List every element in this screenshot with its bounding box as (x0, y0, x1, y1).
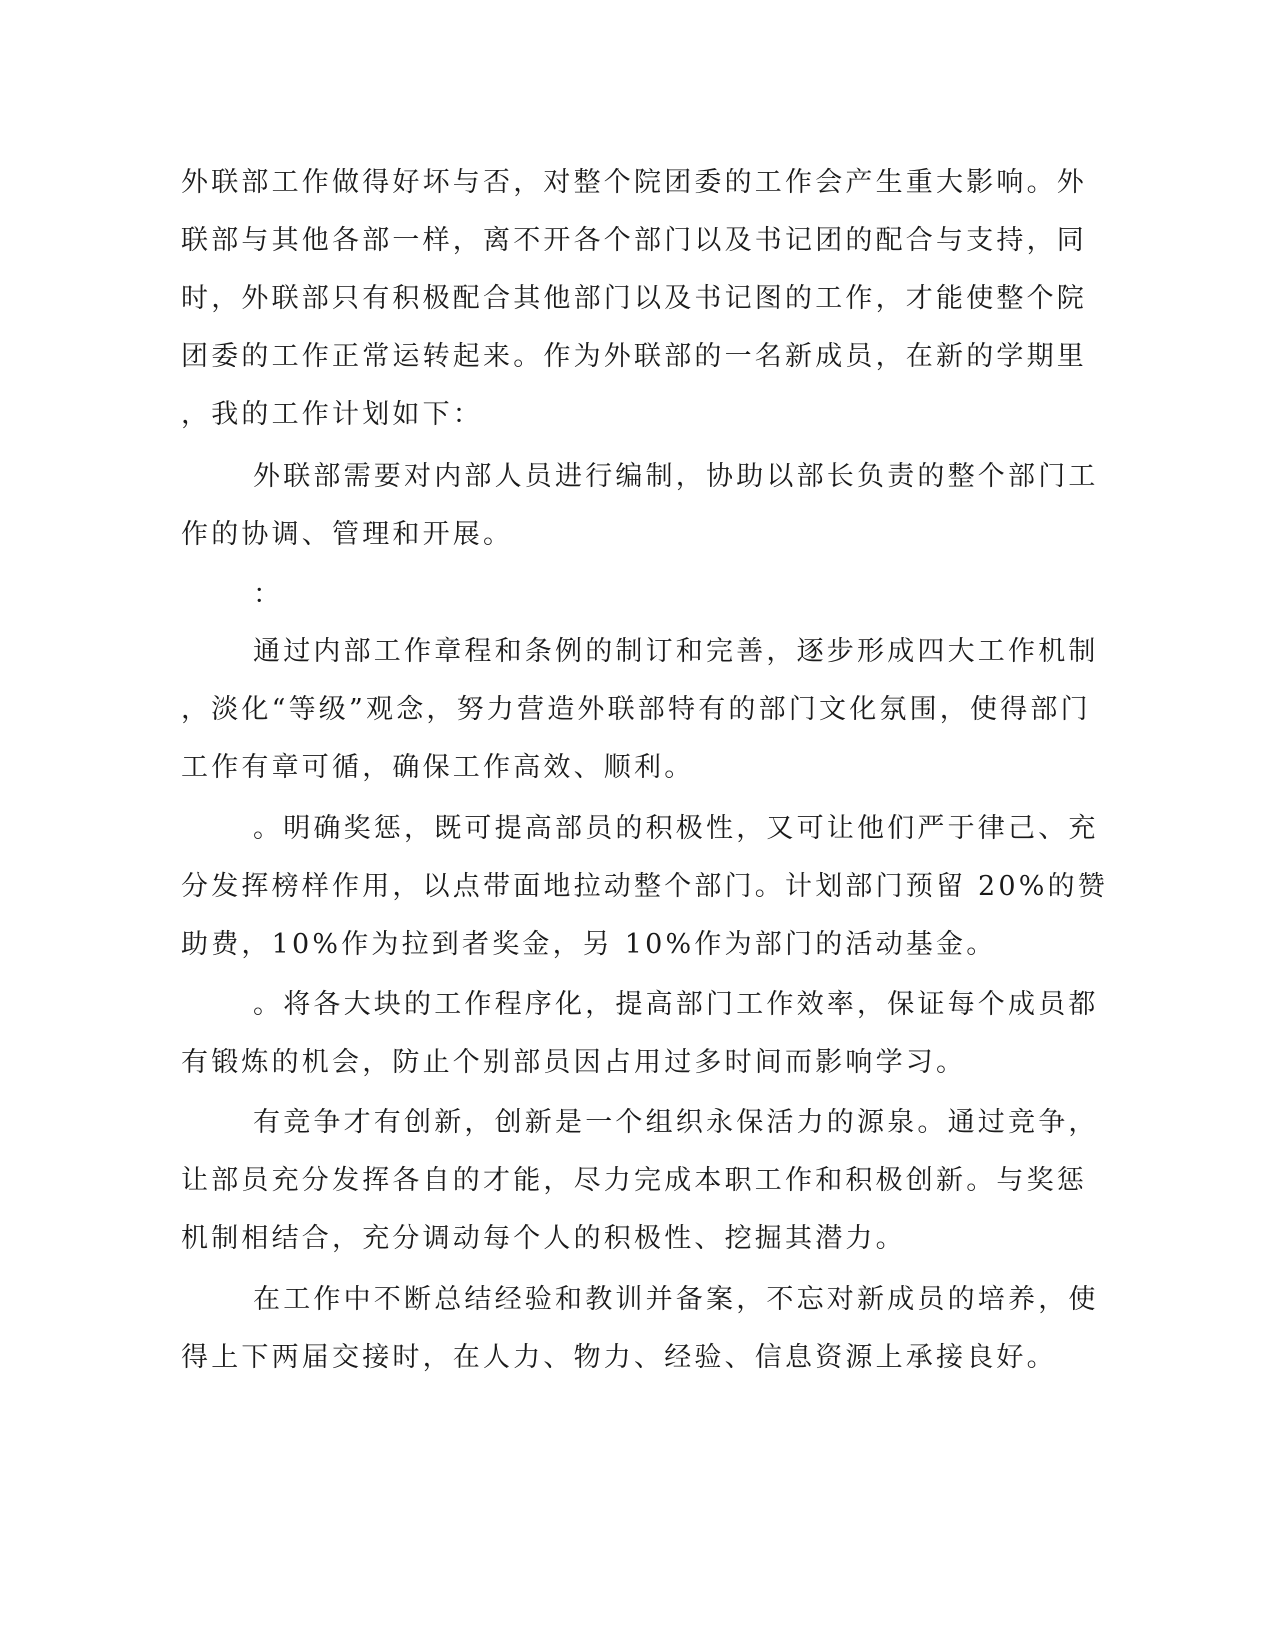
text-line-5: ，我的工作计划如下： (181, 399, 483, 430)
text-line-4: 团委的工作正常运转起来。作为外联部的一名新成员，在新的学期里 (181, 341, 1087, 372)
text-line-9: 通过内部工作章程和条例的制订和完善，逐步形成四大工作机制 (253, 636, 1099, 667)
text-line-13: 分发挥榜样作用，以点带面地拉动整个部门。计划部门预留 20%的赞 (181, 871, 1108, 902)
text-line-3: 时，外联部只有积极配合其他部门以及书记图的工作，才能使整个院 (181, 283, 1087, 314)
text-line-1: 外联部工作做得好坏与否，对整个院团委的工作会产生重大影响。外 (181, 167, 1087, 198)
text-line-6: 外联部需要对内部人员进行编制，协助以部长负责的整个部门工 (253, 461, 1099, 492)
text-line-15: 。将各大块的工作程序化，提高部门工作效率，保证每个成员都 (253, 989, 1099, 1020)
text-line-11: 工作有章可循，确保工作高效、顺利。 (181, 752, 695, 783)
text-line-20: 在工作中不断总结经验和教训并备案，不忘对新成员的培养，使 (253, 1284, 1099, 1315)
text-line-14: 助费，10%作为拉到者奖金，另 10%作为部门的活动基金。 (181, 929, 997, 960)
text-line-17: 有竞争才有创新，创新是一个组织永保活力的源泉。通过竞争， (253, 1107, 1099, 1138)
text-line-10: ，淡化“等级”观念，努力营造外联部特有的部门文化氛围，使得部门 (181, 694, 1091, 725)
text-line-18: 让部员充分发挥各自的才能，尽力完成本职工作和积极创新。与奖惩 (181, 1165, 1087, 1196)
text-line-7: 作的协调、管理和开展。 (181, 519, 514, 550)
text-line-8: ： (253, 579, 284, 610)
text-line-19: 机制相结合，充分调动每个人的积极性、挖掘其潜力。 (181, 1223, 906, 1254)
text-line-21: 得上下两届交接时，在人力、物力、经验、信息资源上承接良好。 (181, 1342, 1057, 1373)
text-line-16: 有锻炼的机会，防止个别部员因占用过多时间而影响学习。 (181, 1047, 967, 1078)
text-line-2: 联部与其他各部一样，离不开各个部门以及书记团的配合与支持，同 (181, 225, 1087, 256)
text-line-12: 。明确奖惩，既可提高部员的积极性，又可让他们严于律己、充 (253, 813, 1099, 844)
